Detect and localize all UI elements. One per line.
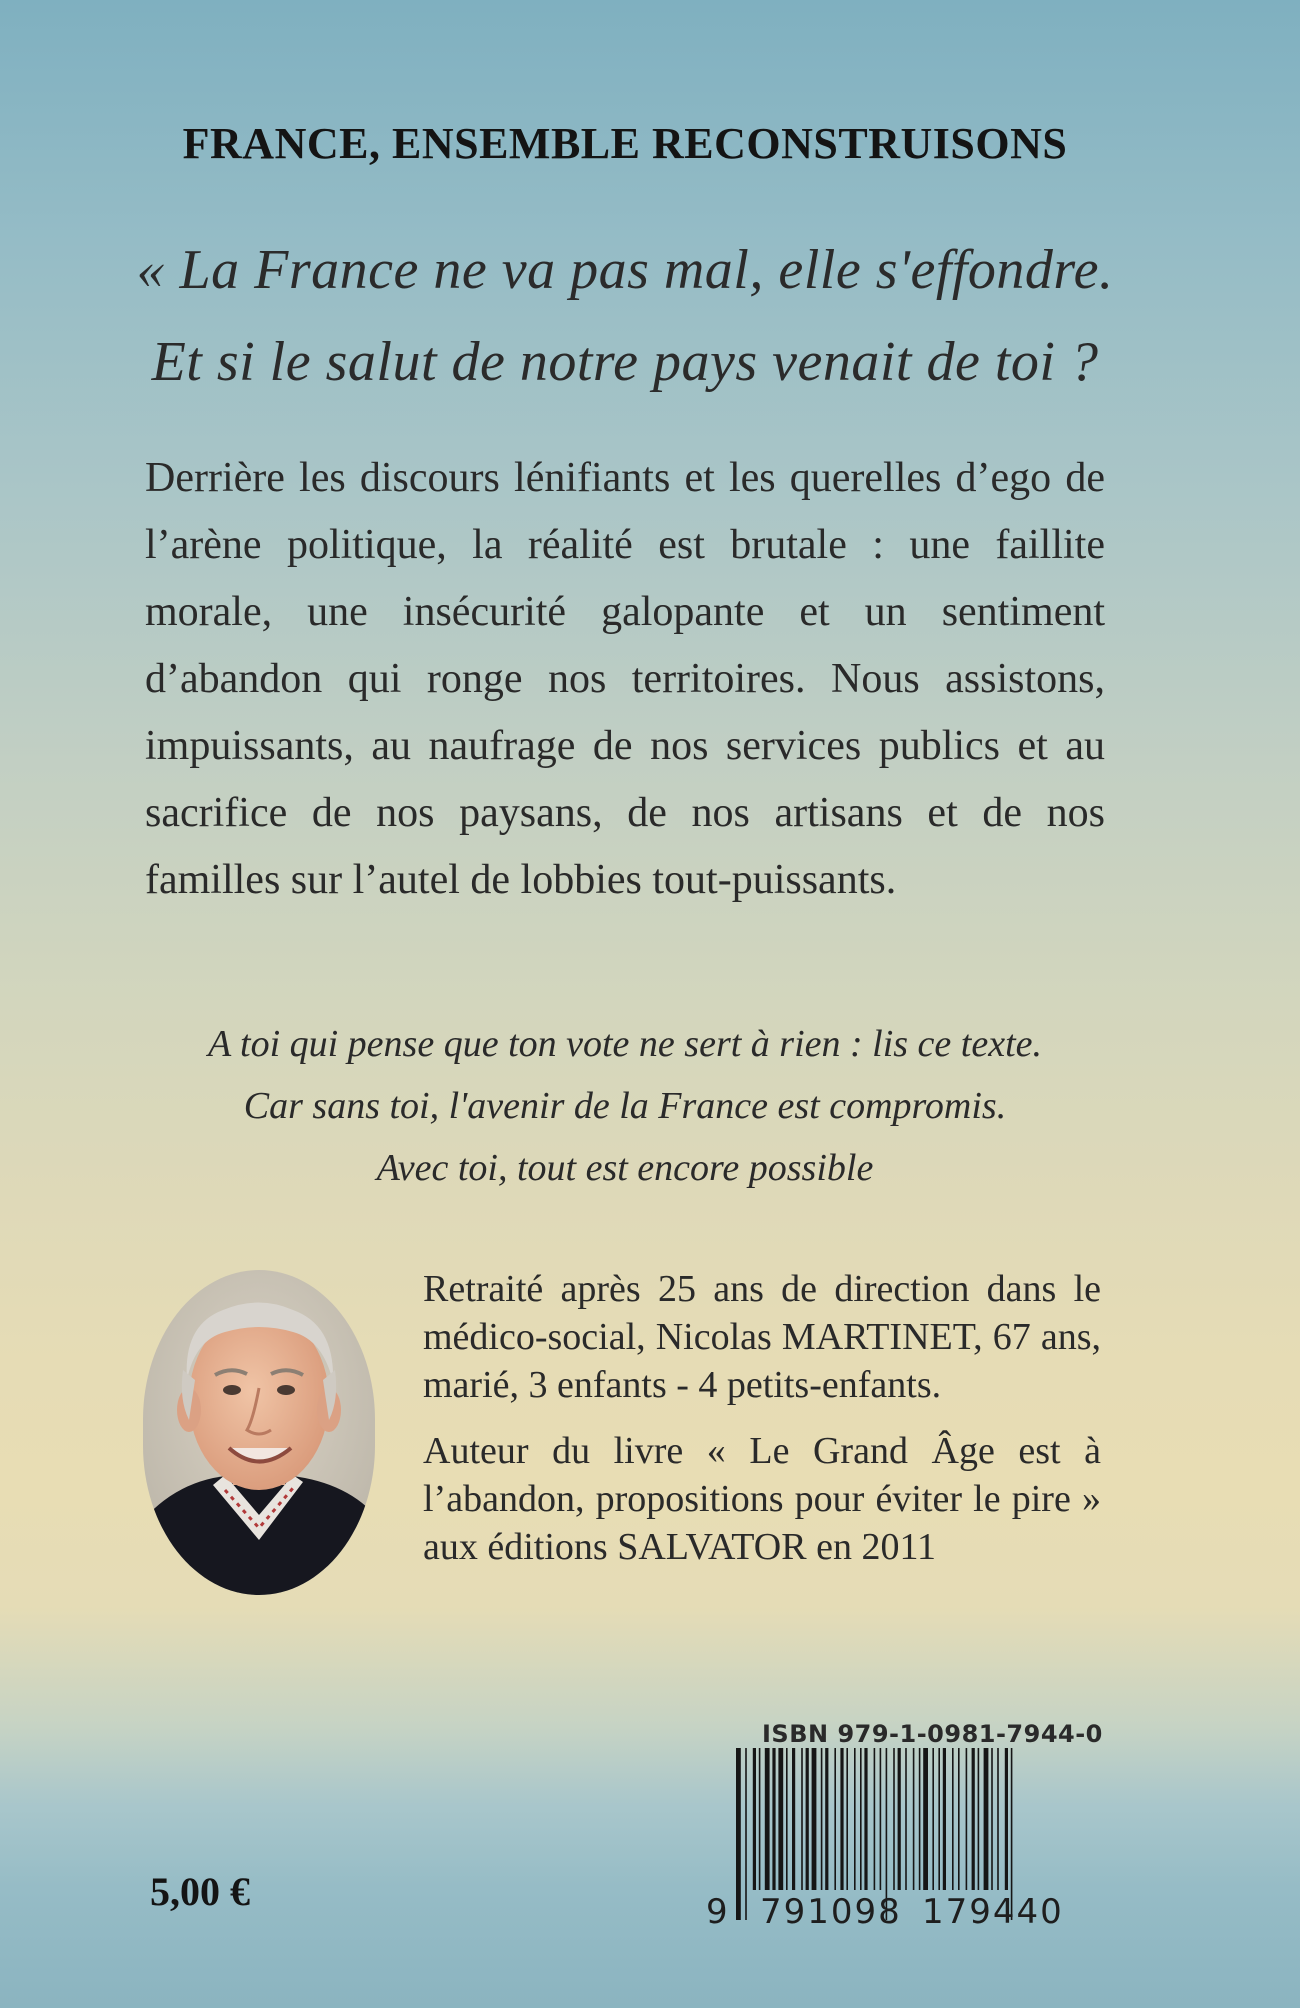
barcode-bar — [854, 1748, 856, 1890]
barcode-bar — [978, 1748, 980, 1890]
barcode-bar — [913, 1748, 915, 1890]
barcode-bar — [806, 1748, 809, 1890]
barcode-bar — [753, 1748, 756, 1890]
appeal-line-2: Car sans toi, l'avenir de la France est compromis. — [243, 1085, 1007, 1127]
summary-paragraph: Derrière les discours lénifiants et les querelles d’ego de l’arène politique, la réalité est brutale : une faillite morale, une insécurité galopante et un sentiment d’abandon qui ronge nos territoires. Nous assistons, impuissants, au naufrage de nos services publics et au sacrifice de nos paysans, de nos artisans et de nos familles sur l’autel de lobbies tout-puissants. — [145, 455, 1105, 903]
barcode-bar — [991, 1748, 993, 1890]
barcode-digit-first: 9 — [706, 1892, 730, 1932]
barcode-bar — [997, 1748, 999, 1890]
appeal-line-3: Avec toi, tout est encore possible — [376, 1147, 874, 1189]
barcode-bar — [801, 1748, 803, 1890]
barcode-bar — [821, 1748, 823, 1890]
barcode-bar — [943, 1748, 946, 1890]
isbn-label: ISBN 979-1-0981-7944-0 — [762, 1720, 1103, 1748]
barcode-bar — [860, 1748, 862, 1890]
barcode-bar — [759, 1748, 761, 1890]
barcode-bar — [938, 1748, 940, 1890]
barcode-bar — [1005, 1748, 1008, 1890]
barcode-bar — [846, 1748, 848, 1890]
author-photo — [143, 1270, 375, 1595]
barcode-bar — [898, 1748, 901, 1890]
quote-line-2: Et si le salut de notre pays venait de toi ? — [151, 331, 1099, 393]
barcode-bar — [893, 1748, 895, 1890]
barcode-bar — [765, 1748, 770, 1890]
barcode-bar — [745, 1748, 747, 1920]
barcode-bar — [778, 1748, 783, 1890]
barcode-bar — [880, 1748, 882, 1890]
barcode-bar — [840, 1748, 843, 1890]
barcode-bar — [972, 1748, 975, 1890]
barcode-bar — [905, 1748, 907, 1890]
barcode-bar — [825, 1748, 828, 1890]
barcode-bar — [772, 1748, 775, 1890]
barcode-bar — [932, 1748, 934, 1890]
barcode-bar — [736, 1748, 741, 1920]
barcode-bar — [812, 1748, 817, 1890]
barcode-bar — [923, 1748, 928, 1890]
barcode-digits-left: 791098 — [760, 1892, 902, 1932]
barcode-bar — [792, 1748, 795, 1890]
barcode-bar — [874, 1748, 876, 1890]
barcode-bar — [834, 1748, 836, 1890]
barcode-bar — [966, 1748, 968, 1890]
barcode-bar — [786, 1748, 788, 1890]
barcode-bar — [919, 1748, 921, 1890]
author-bio-2: Auteur du livre « Le Grand Âge est à l’abandon, propositions pour éviter le pire » aux éditions SALVATOR en 2011 — [423, 1430, 1101, 1568]
barcode-bar — [952, 1748, 954, 1890]
price: 5,00 € — [150, 1869, 250, 1914]
barcode-digits-right: 179440 — [922, 1892, 1064, 1932]
barcode-bar — [864, 1748, 867, 1890]
author-bio — [423, 1265, 1101, 1589]
appeal-line-1: A toi qui pense que ton vote ne sert à rien : lis ce texte. — [207, 1023, 1042, 1065]
book-title: FRANCE, ENSEMBLE RECONSTRUISONS — [182, 119, 1068, 168]
barcode-bar — [984, 1748, 989, 1890]
quote-line-1: « La France ne va pas mal, elle s'effondre. — [136, 239, 1114, 301]
author-bio-1: Retraité après 25 ans de direction dans le médico-social, Nicolas MARTINET, 67 ans, marié, 3 enfants - 4 petits-enfants. — [423, 1268, 1101, 1406]
barcode-bar — [958, 1748, 960, 1890]
